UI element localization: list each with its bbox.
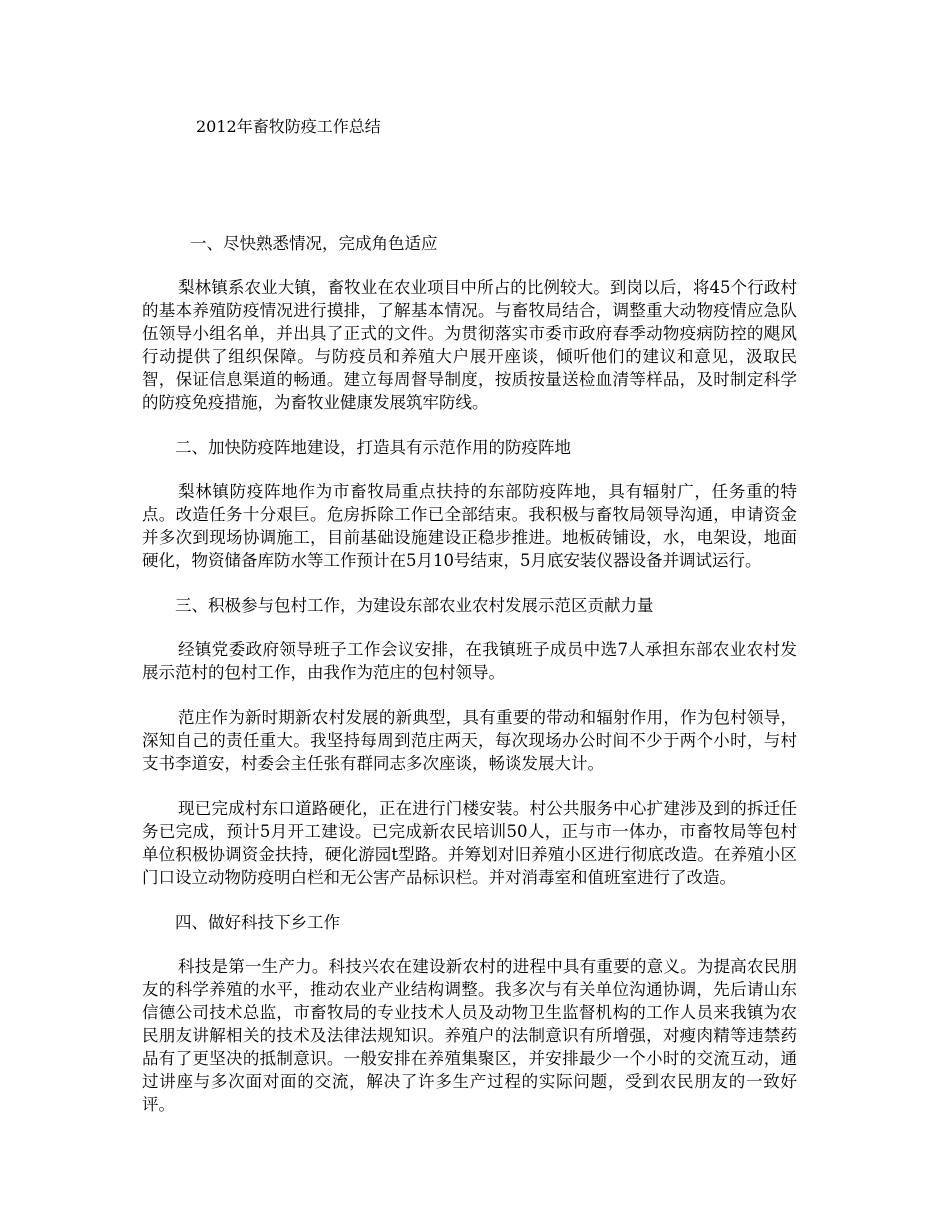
section-heading: 二、加快防疫阵地建设，打造具有示范作用的防疫阵地	[175, 438, 571, 457]
section-heading: 一、尽快熟悉情况，完成角色适应	[190, 234, 438, 253]
section-heading: 四、做好科技下乡工作	[175, 913, 340, 932]
document-body	[142, 232, 797, 1116]
document-title: 2012年畜牧防疫工作总结	[196, 117, 381, 136]
section-paragraph: 现已完成村东口道路硬化，正在进行门楼安装。村公共服务中心扩建涉及到的拆迁任务已完成，预计5月开工建设。已完成新农民培训50人，正与市一体办，市畜牧局等包村单位积极协调资金扶持，硬化游园t型路。并筹划对旧养殖小区进行彻底改造。在养殖小区门口设立动物防疫明白栏和无公害产品标识栏。并对消毒室和值班室进行了改造。	[142, 799, 797, 887]
section-paragraph: 梨林镇防疫阵地作为市畜牧局重点扶持的东部防疫阵地，具有辐射广，任务重的特点。改造任务十分艰巨。危房拆除工作已全部结束。我积极与畜牧局领导沟通，申请资金并多次到现场协调施工，目前基础设施建设正稳步推进。地板砖铺设，水，电架设，地面硬化，物资储备库防水等工作预计在5月10号结束，5月底安装仪器设备并调试运行。	[142, 482, 797, 570]
section-heading: 三、积极参与包村工作，为建设东部农业农村发展示范区贡献力量	[175, 596, 654, 615]
section-paragraph: 科技是第一生产力。科技兴农在建设新农村的进程中具有重要的意义。为提高农民朋友的科学养殖的水平，推动农业产业结构调整。我多次与有关单位沟通协调，先后请山东信德公司技术总监，市畜牧局的专业技术人员及动物卫生监督机构的工作人员来我镇为农民朋友讲解相关的技术及法律法规知识。养殖户的法制意识有所增强，对瘦肉精等违禁药品有了更坚决的抵制意识。一般安排在养殖集聚区，并安排最少一个小时的交流互动，通过讲座与多次面对面的交流，解决了许多生产过程的实际问题，受到农民朋友的一致好评。	[142, 957, 797, 1114]
section-paragraph: 经镇党委政府领导班子工作会议安排，在我镇班子成员中选7人承担东部农业农村发展示范村的包村工作，由我作为范庄的包村领导。	[142, 640, 797, 682]
section-paragraph: 梨林镇系农业大镇，畜牧业在农业项目中所占的比例较大。到岗以后，将45个行政村的基本养殖防疫情况进行摸排，了解基本情况。与畜牧局结合，调整重大动物疫情应急队伍领导小组名单，并出具了正式的文件。为贯彻落实市委市政府春季动物疫病防控的飓风行动提供了组织保障。与防疫员和养殖大户展开座谈，倾听他们的建议和意见，汲取民智，保证信息渠道的畅通。建立每周督导制度，按质按量送检血清等样品，及时制定科学的防疫免疫措施，为畜牧业健康发展筑牢防线。	[142, 278, 797, 412]
section-paragraph: 范庄作为新时期新农村发展的新典型，具有重要的带动和辐射作用，作为包村领导，深知自己的责任重大。我坚持每周到范庄两天，每次现场办公时间不少于两个小时，与村支书李道安，村委会主任张有群同志多次座谈，畅谈发展大计。	[142, 708, 797, 773]
